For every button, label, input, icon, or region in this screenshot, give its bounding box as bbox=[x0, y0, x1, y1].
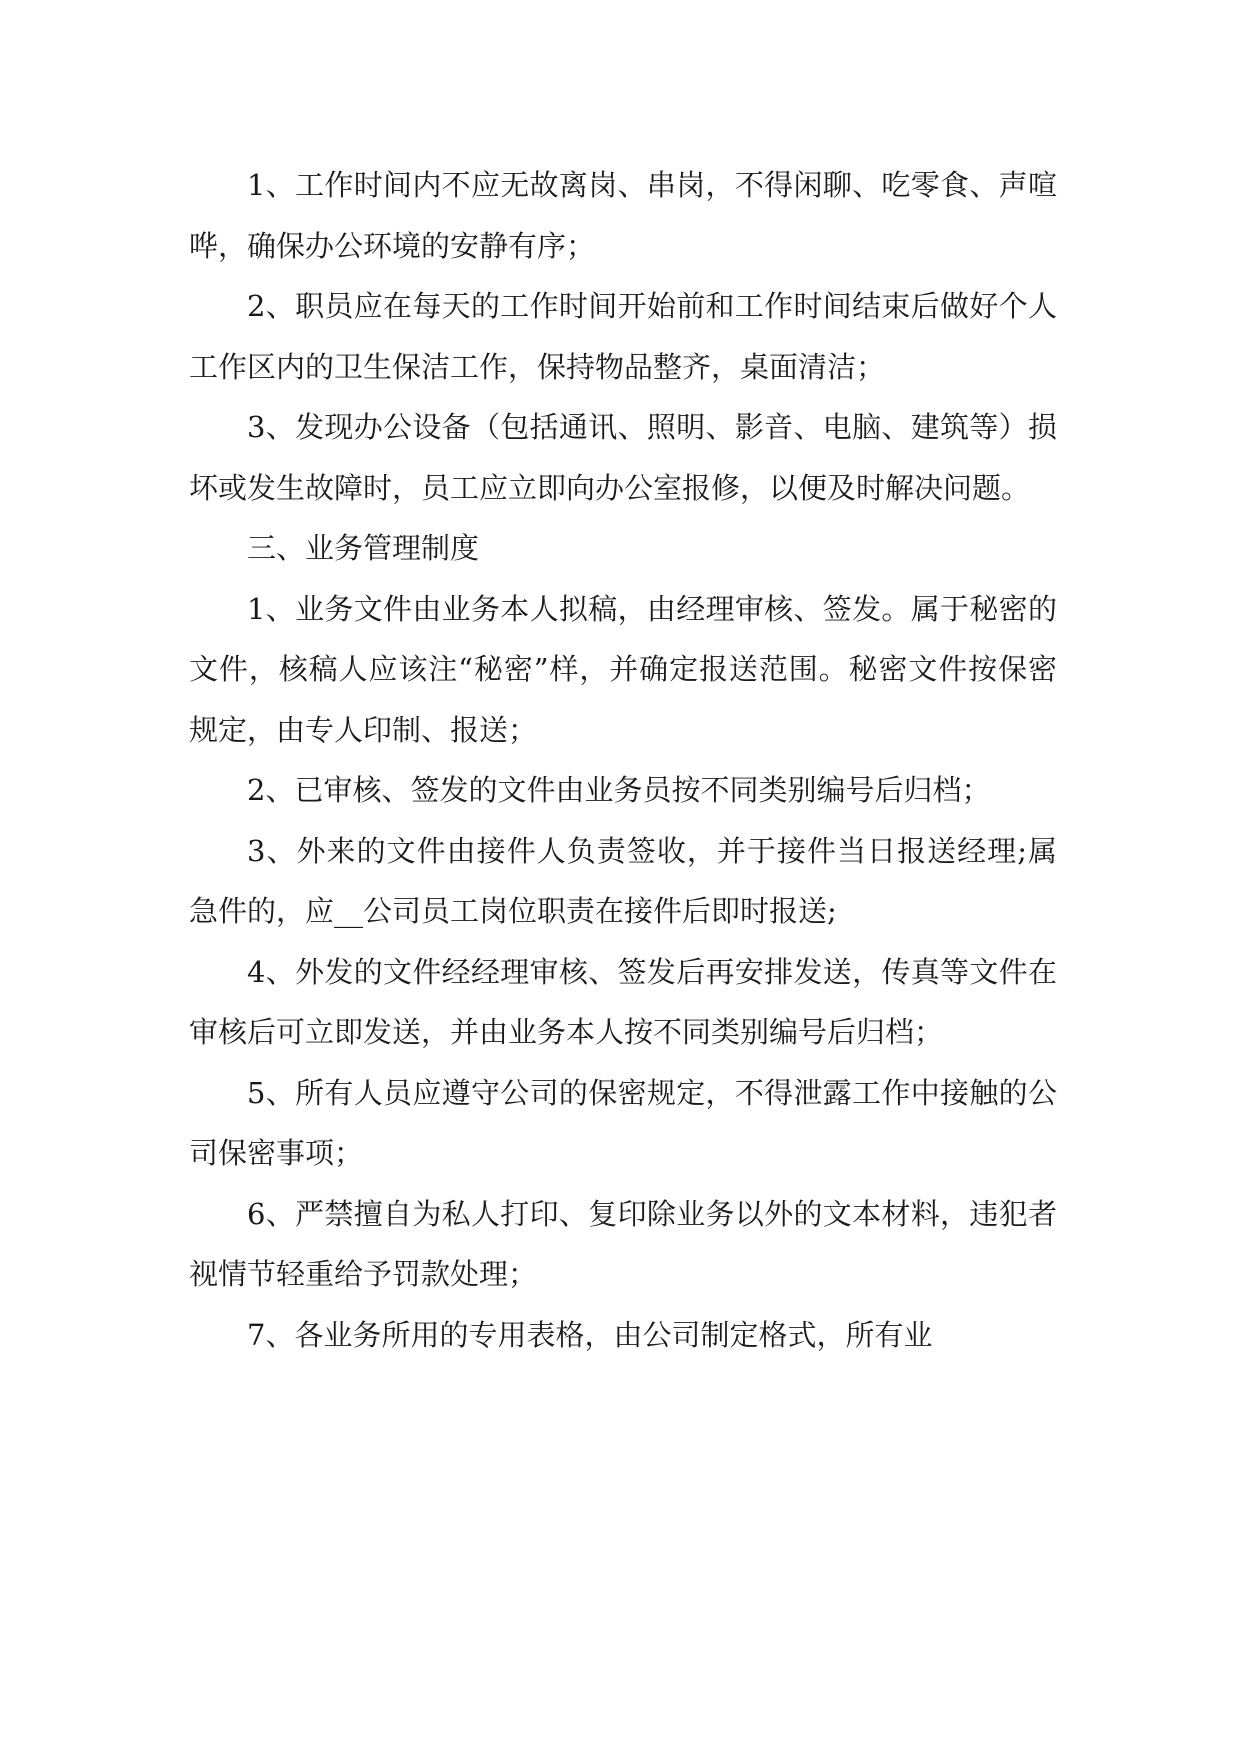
paragraph-business-4-outgoing: 4、外发的文件经经理审核、签发后再安排发送，传真等文件在审核后可立即发送，并由业务本人按不同类别编号后归档； bbox=[189, 954, 1057, 1049]
section-heading-business-management: 三、业务管理制度 bbox=[247, 531, 480, 565]
paragraph-rule-1-discipline: 1、工作时间内不应无故离岗、串岗，不得闲聊、吃零食、声喧哗，确保办公环境的安静有序； bbox=[189, 168, 1057, 263]
paragraph-business-2-archiving: 2、已审核、签发的文件由业务员按不同类别编号后归档； bbox=[247, 773, 991, 807]
paragraph-business-5-confidentiality: 5、所有人员应遵守公司的保密规定，不得泄露工作中接触的公司保密事项； bbox=[189, 1075, 1057, 1170]
paragraph-rule-3-equipment: 3、发现办公设备（包括通讯、照明、影音、电脑、建筑等）损坏或发生故障时，员工应立即向办公室报修，以便及时解决问题。 bbox=[189, 410, 1057, 505]
paragraph-business-1-drafting: 1、业务文件由业务本人拟稿，由经理审核、签发。属于秘密的文件，核稿人应该注“秘密”样，并确定报送范围。秘密文件按保密规定，由专人印制、报送； bbox=[189, 591, 1057, 747]
document-body bbox=[189, 155, 1057, 1365]
paragraph-business-7-forms: 7、各业务所用的专用表格，由公司制定格式，所有业 bbox=[247, 1317, 933, 1352]
paragraph-rule-2-cleaning: 2、职员应在每天的工作时间开始前和工作时间结束后做好个人工作区内的卫生保洁工作，保持物品整齐，桌面清洁； bbox=[189, 289, 1057, 384]
paragraph-business-3-incoming: 3、外来的文件由接件人负责签收，并于接件当日报送经理;属急件的，应__公司员工岗位职责在接件后即时报送; bbox=[189, 833, 1057, 928]
paragraph-business-6-printing: 6、严禁擅自为私人打印、复印除业务以外的文本材料，违犯者视情节轻重给予罚款处理； bbox=[189, 1196, 1057, 1291]
